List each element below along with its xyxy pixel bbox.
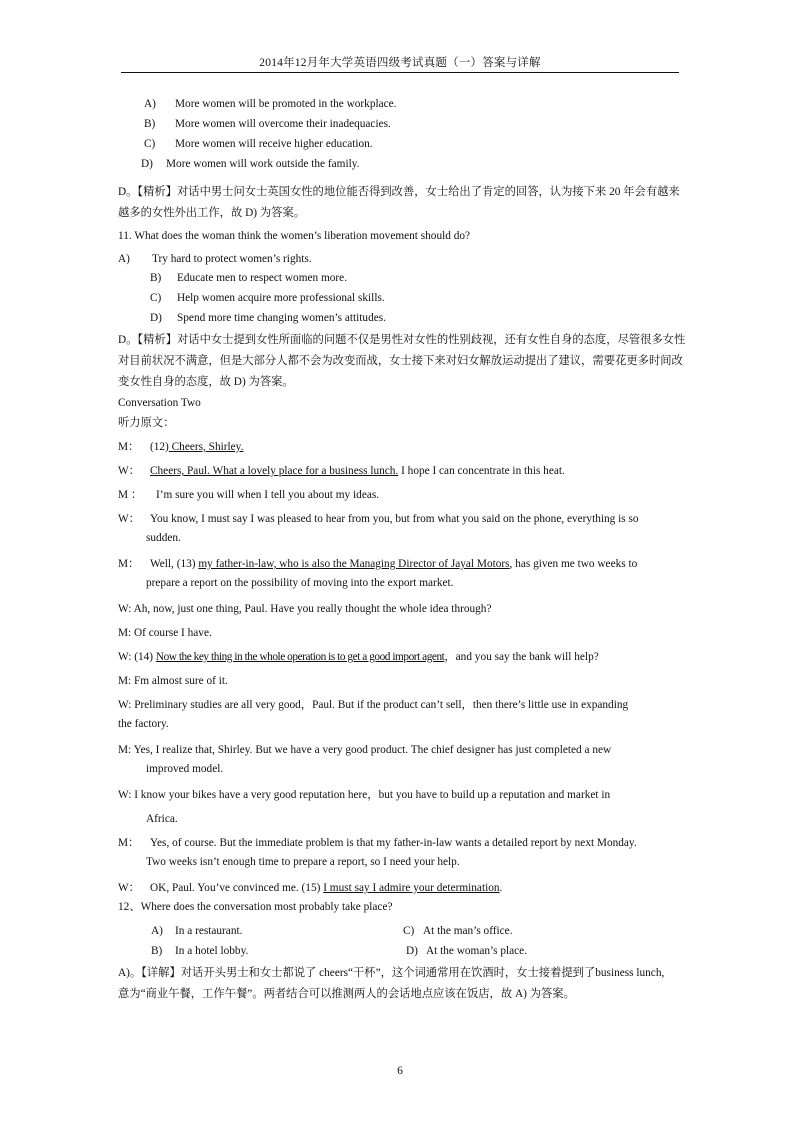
q12-option-d: D) At the woman’s place. <box>406 945 528 957</box>
q12-option-c: C) At the man’s office. <box>403 925 513 937</box>
q10-analysis: D。【精析】对话中男士问女士英国女性的地位能否得到改善，女士给出了肯定的回答，认为接下来 20 年会有越来越多的女性外出工作，故 D) 为答案。 <box>118 186 680 219</box>
dialogue-line: M: Of course I have. <box>118 627 212 639</box>
dialogue-line: M: Yes, I realize that, Shirley. But we have a very good product. The chief designer has just completed a new <box>118 744 612 756</box>
q12-question: 12、Where does the conversation most probably take place? <box>118 901 393 913</box>
dialogue-line: M： Yes, of course. But the immediate problem is that my father-in-law wants a detailed report by next Monday. <box>118 837 637 849</box>
q11-question: 11. What does the woman think the women’s liberation movement should do? <box>118 230 471 242</box>
dialogue-line-continued: sudden. <box>146 532 181 544</box>
dialogue-line: W: (14) Now the key thing in the whole operation is to get a good import agent，and you say the bank will help? <box>118 651 599 663</box>
dialogue-line: W： Cheers, Paul. What a lovely place for a business lunch. I hope I can concentrate in this heat. <box>118 465 565 477</box>
page-header: 2014年12月年大学英语四级考试真题（一）答案与详解 <box>259 57 541 69</box>
dialogue-line: W: I know your bikes have a very good reputation here，but you have to build up a reputation and market in <box>118 789 611 801</box>
q11-option-d: D) Spend more time changing women’s attitudes. <box>150 312 386 324</box>
q12-analysis: A)。【详解】对话开头男士和女士都说了 cheers“干杯”，这个词通常用在饮酒时，女士接着提到了business lunch,意为“商业午餐，工作午餐”。两者结合可以推测两人的会话地点应该在饭店，故 A) 为答案。 <box>118 967 665 1000</box>
page-number: 6 <box>397 1065 403 1077</box>
dialogue-line: M ： I’m sure you will when I tell you about my ideas. <box>118 489 380 501</box>
q10-option-c: C) More women will receive higher education. <box>144 138 373 150</box>
q12-options-row <box>151 921 688 941</box>
dialogue-line-continued: Two weeks isn’t enough time to prepare a report, so I need your help. <box>146 856 460 868</box>
dialogue-line-continued: improved model. <box>146 763 224 775</box>
dialogue-line: W: Ah, now, just one thing, Paul. Have you really thought the whole idea through? <box>118 603 492 615</box>
header-rule <box>121 72 679 73</box>
q11-analysis: D。【精析】对话中女士提到女性所面临的问题不仅是男性对女性的性别歧视，还有女性自身的态度，尽管很多女性对目前状况不满意，但是大部分人都不会为改变而战，女士接下来对妇女解放运动提出了建议，需要花更多时间改变女性自身的态度，故 D) 为答案。 <box>118 334 686 388</box>
dialogue-line: W： OK, Paul. You’ve convinced me. (15) I must say I admire your determination. <box>118 882 503 894</box>
q12-options-row <box>151 941 688 961</box>
dialogue-line: W： You know, I must say I was pleased to hear from you, but from what you said on the phone, everything is so <box>118 513 639 525</box>
q10-option-d: D) More women will work outside the family. <box>141 158 360 170</box>
dialogue-line: W: Preliminary studies are all very good，Paul. But if the product can’t sell，then there’s little use in expanding <box>118 699 629 711</box>
conversation-title: Conversation Two <box>118 397 201 409</box>
q10-option-b: B) More women will overcome their inadequacies. <box>144 118 391 130</box>
q12-option-a: A) In a restaurant. <box>151 925 243 937</box>
page-content <box>118 98 688 1005</box>
q11-option-a: A) Try hard to protect women’s rights. <box>118 253 312 265</box>
q11-option-b: B) Educate men to respect women more. <box>150 272 348 284</box>
q12-option-b: B) In a hotel lobby. <box>151 945 249 957</box>
q10-option-a: A) More women will be promoted in the workplace. <box>144 98 397 110</box>
dialogue-line: M： Well, (13) my father-in-law, who is also the Managing Director of Jayal Motors, has given me two weeks to <box>118 558 638 570</box>
q11-option-c: C) Help women acquire more professional skills. <box>150 292 385 304</box>
dialogue-line-continued: Africa. <box>146 813 178 825</box>
dialogue-line: M: Fm almost sure of it. <box>118 675 228 687</box>
dialogue-line-continued: prepare a report on the possibility of moving into the export market. <box>146 577 454 589</box>
transcript-label: 听力原文： <box>118 417 175 429</box>
dialogue-line: M： (12) Cheers, Shirley. <box>118 441 244 453</box>
dialogue-line-continued: the factory. <box>118 718 169 730</box>
